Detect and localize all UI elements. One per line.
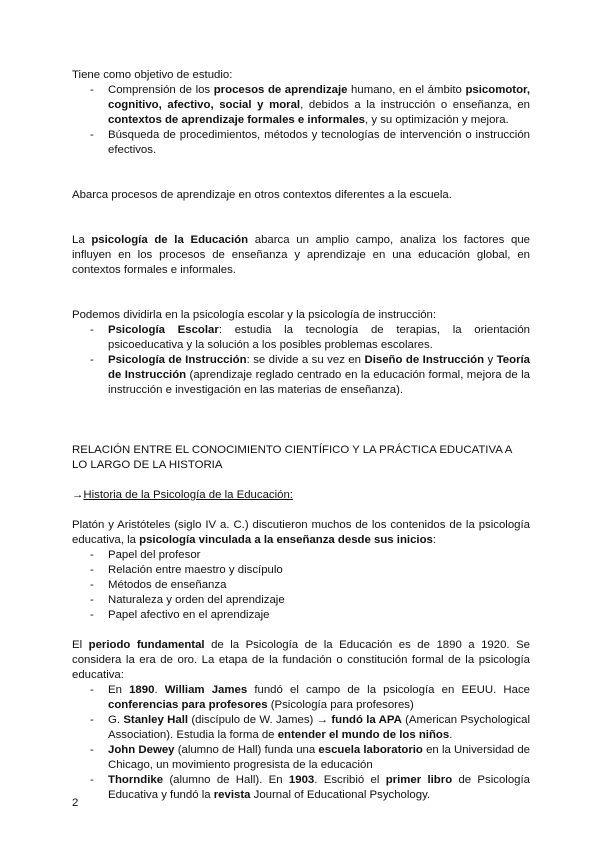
plato-paragraph: Platón y Aristóteles (siglo IV a. C.) discutieron muchos de los contenidos de la psicología educativa, la psicología vinculada a la enseñanza desde sus inicios: bbox=[72, 519, 530, 546]
objective-intro: Tiene como objetivo de estudio: bbox=[72, 69, 233, 81]
list-item: - John Dewey (alumno de Hall) funda una escuela laboratorio en la Universidad de Chicago, un movimiento progresista de la educación bbox=[72, 743, 530, 773]
list-item: - Psicología Escolar: estudia la tecnología de terapias, la orientación psicoeducativa y la solución a los posibles problemas escolares. bbox=[72, 323, 530, 353]
list-item: - Comprensión de los procesos de aprendizaje humano, en el ámbito psicomotor, cognitivo, afectivo, social y moral, debidos a la instrucción o enseñanza, en contextos de aprendizaje formales e informales, y su optimización y mejora. bbox=[72, 83, 530, 128]
section-heading: RELACIÓN ENTRE EL CONOCIMIENTO CIENTÍFICO Y LA PRÁCTICA EDUCATIVA A LO LARGO DE LA HISTORIA bbox=[72, 444, 512, 471]
division-list bbox=[72, 323, 530, 398]
history-heading: →Historia de la Psicología de la Educación: bbox=[72, 489, 293, 501]
list-item: - Naturaleza y orden del aprendizaje bbox=[72, 593, 530, 608]
list-item: - Papel del profesor bbox=[72, 548, 530, 563]
list-item: - Thorndike (alumno de Hall). En 1903. Escribió el primer libro de Psicología Educativa y fundó la revista Journal of Educational Psychology. bbox=[72, 773, 530, 803]
arrow-right-icon: → bbox=[72, 489, 84, 501]
fundamental-paragraph: El periodo fundamental de la Psicología de la Educación es de 1890 a 1920. Se considera la era de oro. La etapa de la fundación o constitución formal de la psicología educativa: bbox=[72, 639, 531, 681]
list-item: - Métodos de enseñanza bbox=[72, 578, 530, 593]
people-list bbox=[72, 683, 530, 803]
objective-list bbox=[72, 83, 530, 158]
list-item: - Papel afectivo en el aprendizaje bbox=[72, 608, 530, 623]
scope-paragraph: Abarca procesos de aprendizaje en otros contextos diferentes a la escuela. bbox=[72, 189, 452, 201]
list-item: - Búsqueda de procedimientos, métodos y tecnologías de intervención o instrucción efectivos. bbox=[72, 128, 530, 158]
page-number: 2 bbox=[72, 797, 79, 809]
list-item: - En 1890. William James fundó el campo de la psicología en EEUU. Hace conferencias para profesores (Psicología para profesores) bbox=[72, 683, 530, 713]
list-item: - Psicología de Instrucción: se divide a su vez en Diseño de Instrucción y Teoría de Instrucción (aprendizaje reglado centrado en la educación formal, mejora de la instrucción e investigación en las materias de enseñanza). bbox=[72, 353, 530, 398]
topics-list bbox=[72, 548, 530, 623]
list-item: - Relación entre maestro y discípulo bbox=[72, 563, 530, 578]
division-intro: Podemos dividirla en la psicología escolar y la psicología de instrucción: bbox=[72, 309, 437, 321]
field-paragraph: La psicología de la Educación abarca un amplio campo, analiza los factores que influyen en los procesos de enseñanza y aprendizaje en una educación global, en contextos formales e informales. bbox=[72, 234, 531, 276]
list-item: - G. Stanley Hall (discípulo de W. James) → fundó la APA (American Psychological Association). Estudia la forma de entender el mundo de los niños. bbox=[72, 713, 530, 743]
document-body bbox=[72, 68, 530, 803]
